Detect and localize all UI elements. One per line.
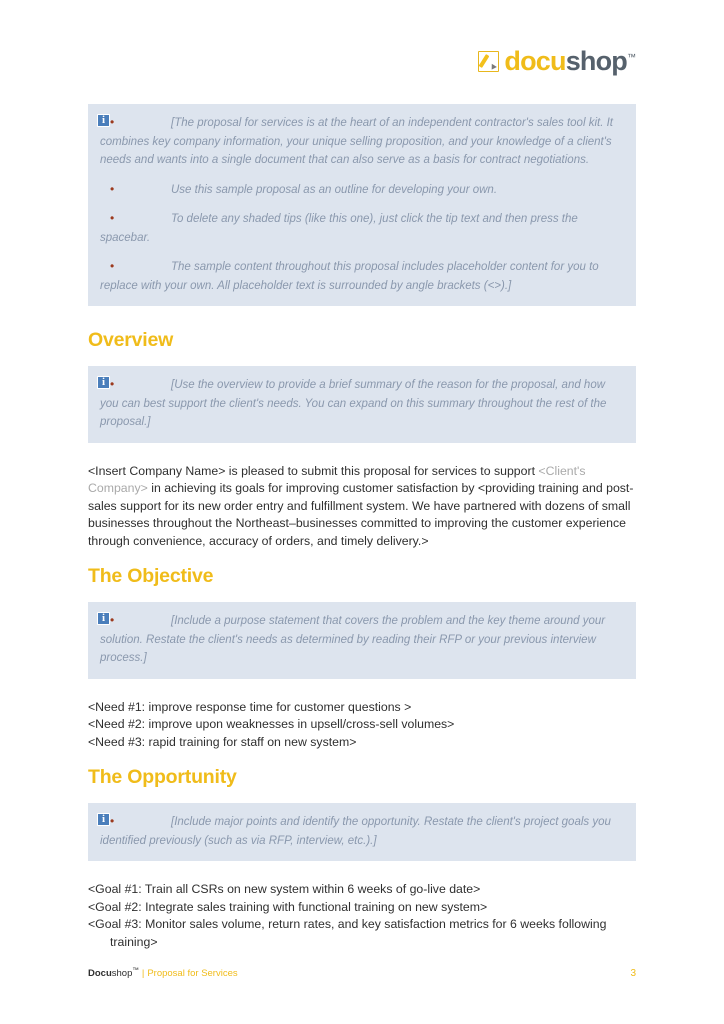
page-footer	[88, 967, 636, 979]
logo-trademark: ™	[627, 51, 636, 62]
footer-trademark: ™	[132, 966, 139, 974]
bullet-icon: •	[110, 211, 115, 225]
tip-list-opportunity	[100, 812, 624, 850]
tip-box-objective[interactable]	[88, 602, 636, 679]
list-item: <Goal #3: Monitor sales volume, return rates, and key satisfaction metrics for 6 weeks following training>	[88, 917, 607, 949]
list-item: <Goal #2: Integrate sales training with functional training on new system>	[88, 899, 488, 914]
logo-text-docu: docu	[504, 45, 566, 76]
footer-brand-bold: Docu	[88, 968, 112, 979]
tip-item-text: [The proposal for services is at the heart of an independent contractor's sales tool kit. It combines key company information, your unique selling proposition, and your knowledge of a client's needs and wants into a single document that can also serve as a basis for contract negotiations.	[100, 117, 613, 166]
overview-paragraph-part1: <Insert Company Name> is pleased to submit this proposal for services to support	[88, 463, 539, 478]
tip-item-text: [Include a purpose statement that covers the problem and the key theme around your solution. Restate the client's needs as determined by reading their RFP or your previous interview process.]	[100, 615, 606, 664]
bullet-icon: •	[110, 377, 115, 391]
tip-item[interactable]	[100, 375, 624, 432]
footer-brand-line	[88, 967, 238, 979]
footer-page-number: 3	[630, 968, 636, 979]
tip-item[interactable]	[100, 257, 624, 295]
document-pencil-icon	[478, 51, 499, 72]
tip-list-intro	[100, 113, 624, 295]
list-item: <Need #1: improve response time for customer questions >	[88, 699, 412, 714]
footer-separator: |	[141, 968, 145, 979]
list-item: <Need #2: improve upon weaknesses in upsell/cross-sell volumes>	[88, 717, 455, 731]
tip-item-text: Use this sample proposal as an outline for developing your own.	[171, 183, 498, 196]
spacer	[88, 306, 636, 328]
overview-paragraph-part2: in achieving its goals for improving customer satisfaction by <providing training and post-sales support for its new order entry and fulfillment system. We have partnered with dozens of small businesses throughout the Northeast–businesses committed to improving the customer experience through convenience, accuracy of orders, and timely delivery.>	[88, 481, 634, 548]
section-heading-overview: Overview	[88, 329, 174, 351]
spacer	[88, 443, 636, 463]
tip-box-intro[interactable]	[88, 104, 636, 306]
objective-needs-list	[88, 699, 636, 752]
bullet-icon: •	[110, 181, 115, 196]
section-heading-opportunity: The Opportunity	[88, 766, 237, 788]
document-content	[88, 104, 636, 951]
spacer	[88, 550, 636, 564]
spacer	[88, 861, 636, 881]
overview-paragraph-placeholder: <Client's Company>	[88, 463, 586, 495]
tip-item-text: [Use the overview to provide a brief summary of the reason for the proposal, and how you can best support the client's needs. You can expand on this summary throughout the rest of the proposal.]	[100, 379, 607, 428]
tip-item[interactable]	[100, 812, 624, 850]
bullet-icon: •	[110, 115, 115, 129]
pencil-body-icon	[479, 54, 490, 68]
tip-box-overview[interactable]	[88, 366, 636, 443]
tip-item[interactable]	[100, 611, 624, 668]
footer-brand-rest: shop	[111, 968, 133, 979]
pencil-tip-icon	[490, 64, 498, 71]
bullet-icon: •	[110, 613, 115, 627]
list-item: <Goal #1: Train all CSRs on new system within 6 weeks of go-live date>	[88, 882, 481, 896]
logo-wordmark	[504, 45, 636, 76]
tip-item[interactable]	[100, 113, 624, 170]
tip-item[interactable]	[100, 209, 624, 247]
docushop-logo	[478, 45, 636, 76]
logo-text-shop: shop	[565, 45, 627, 76]
tip-list-overview	[100, 375, 624, 432]
bullet-icon: •	[110, 814, 115, 828]
page-header	[478, 44, 636, 78]
overview-paragraph	[88, 463, 636, 551]
section-heading-objective: The Objective	[88, 565, 214, 587]
list-item: <Need #3: rapid training for staff on new system>	[88, 734, 357, 749]
spacer	[88, 789, 636, 803]
spacer	[88, 751, 636, 765]
tip-item-text: To delete any shaded tips (like this one), just click the tip text and then press the spacebar.	[100, 213, 578, 244]
footer-document-title: Proposal for Services	[147, 968, 238, 979]
tip-box-opportunity[interactable]	[88, 803, 636, 861]
tip-item-text: [Include major points and identify the opportunity. Restate the client's project goals you identified previously (such as via RFP, interview, etc.).]	[100, 816, 611, 847]
spacer	[88, 588, 636, 602]
tip-item-text: The sample content throughout this proposal includes placeholder content for you to replace with your own. All placeholder text is surrounded by angle brackets (<>).]	[100, 261, 599, 292]
spacer	[88, 352, 636, 366]
tip-list-objective	[100, 611, 624, 668]
tip-item[interactable]	[100, 180, 624, 200]
opportunity-goals-list	[88, 881, 636, 951]
bullet-icon: •	[110, 259, 115, 273]
spacer	[88, 679, 636, 699]
